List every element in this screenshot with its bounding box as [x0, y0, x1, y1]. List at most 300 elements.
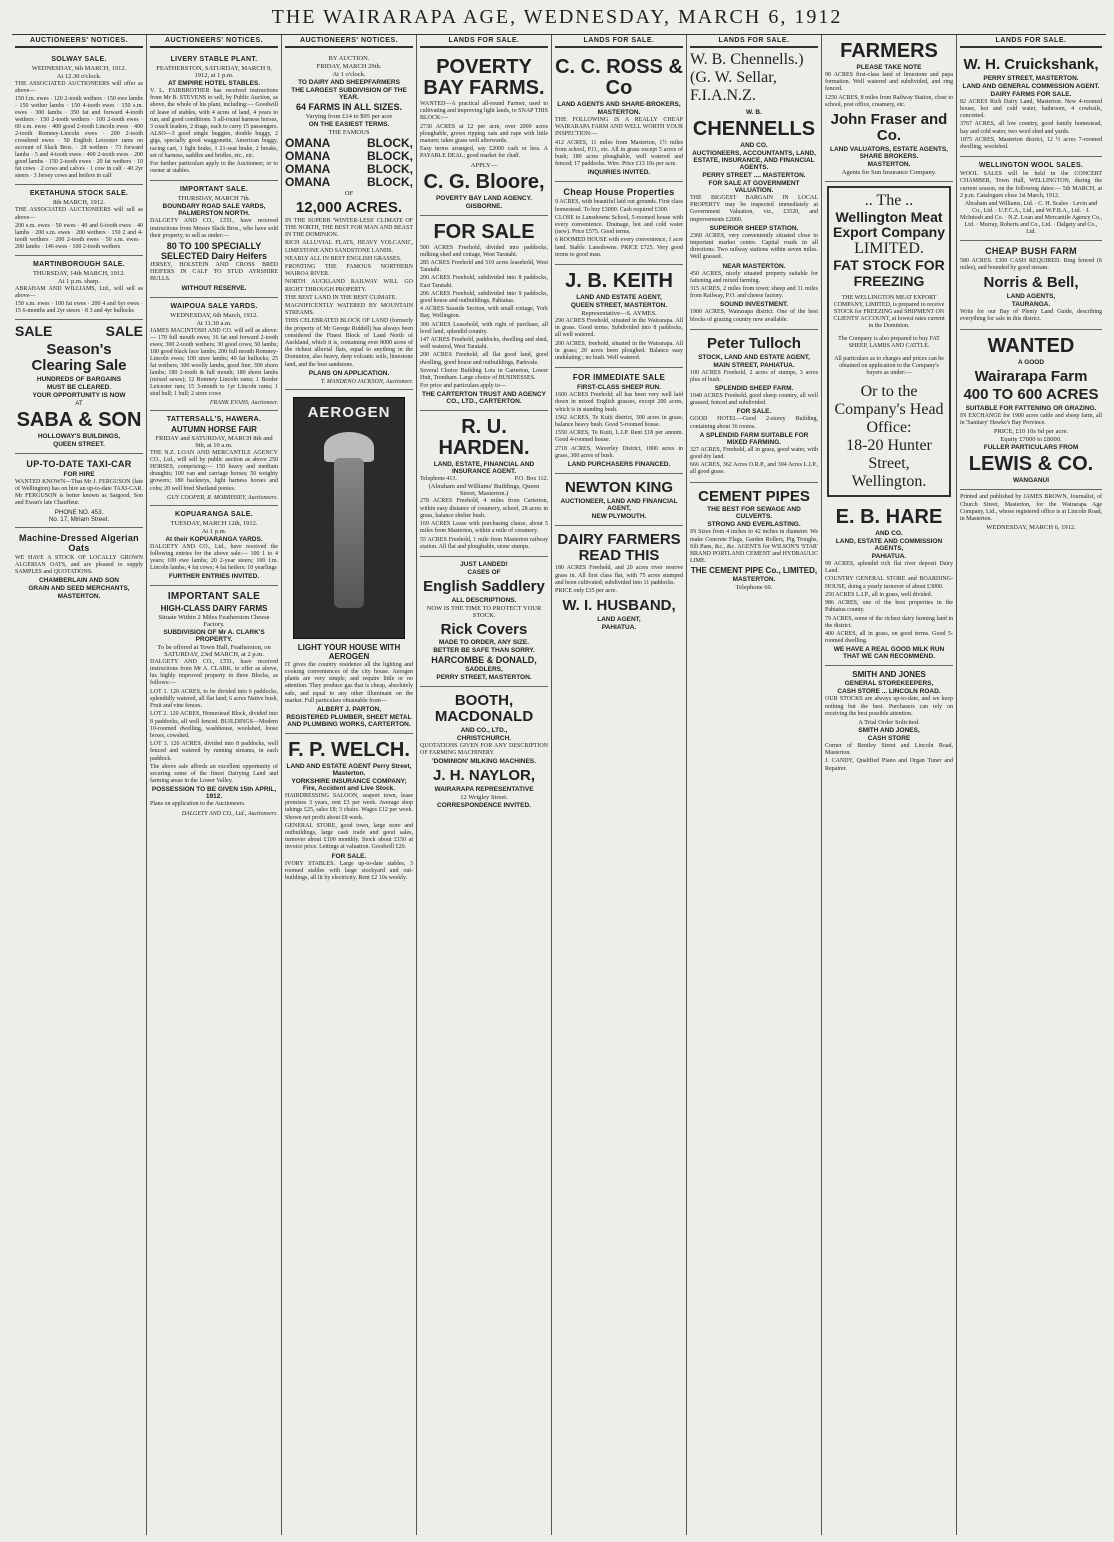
block-word: BLOCK,: [367, 162, 413, 176]
listing: 300 ACRES Leasehold, with right of purchase, all level land, splendid country.: [420, 321, 548, 335]
ad-body: DALGETY AND CO., Ltd., have received the following entries for the above sale:— 100 1 to 4 years; 100 ewe lambs; 20 2-year steers; 100 f.m. Lincoln lambs; 4 fat cows; 4 fat heifers; 10 yearlings: [150, 543, 278, 571]
ad-title: IMPORTANT SALE: [167, 590, 261, 602]
ad-sub: AUCTIONEER, LAND AND FINANCIAL AGENT,: [560, 497, 678, 512]
ad-firm: HARCOMBE & DONALD,: [431, 655, 537, 666]
ad-headline: Rick Covers: [440, 620, 528, 638]
omana-auction-ad: [285, 51, 413, 390]
listing: THE BIGGEST BARGAIN IN LOCAL PROPERTY may be inspected immediately at Government Valuation, viz., £3520, and improvements £2000.: [690, 195, 818, 223]
block-word: BLOCK,: [367, 136, 413, 150]
ad-title: IMPORTANT SALE.: [179, 186, 249, 194]
ad-to: TO DAIRY AND SHEEPFARMERS: [298, 79, 400, 86]
listing: 9 ACRES, with beautiful laid out grounds. First class homestead. To buy £3000. Cash required £300.: [555, 199, 683, 213]
ad-apply: APPLY—: [470, 161, 498, 169]
ad-sub: STOCK, LAND AND ESTATE AGENT,: [698, 353, 810, 361]
hare-ad: [825, 501, 953, 666]
ad-sub: LAND AGENTS,: [1006, 293, 1056, 301]
wool-sales-ad: [960, 157, 1102, 241]
ad-sub: AUTUMN HORSE FAIR: [171, 424, 257, 434]
listing: 169 ACRES Lease with purchasing clause, about 5 miles from Masterton, within a mile of creamery.: [420, 521, 548, 535]
ad-sub: LAND AND GENERAL COMMISSION AGENT.: [962, 82, 1100, 90]
ad-body: IVORY STABLES. Large up-to-date stables, 3 roomed stables with large stockyard and out-buildings, all lit by electricity. Rent £2 10s weekly.: [285, 860, 413, 882]
ad-body: The above sale affords an excellent opportunity of securing some of the finest Dairying Land and farming areas in the Lower Valley.: [150, 763, 278, 785]
listing: 1250 ACRES, 8 miles from Railway Station, close to school, post office, creamery, etc.: [825, 94, 953, 108]
ad-sub: SOUND INVESTMENT.: [719, 301, 789, 309]
ad-sub: BETTER BE SAFE THAN SORRY.: [433, 647, 535, 655]
ad-body: NEARLY ALL IN BEST ENGLISH GRASSES.: [285, 255, 402, 262]
important-sale-ad: [150, 181, 278, 297]
ad-big: 80 TO 100 SPECIALLY SELECTED Dairy Heifers: [160, 241, 268, 262]
livery-ad: [150, 51, 278, 181]
listing: 450 ACRES, nicely situated property suitable for fattening and mixed farming.: [690, 270, 818, 284]
ad-firm: Norris & Bell,: [983, 274, 1079, 292]
column-header: LANDS FOR SALE.: [420, 35, 548, 48]
ad-sub: NEAR MASTERTON.: [722, 262, 786, 270]
newspaper-columns: [12, 34, 1106, 1535]
column-header: AUCTIONEERS' NOTICES.: [285, 35, 413, 48]
ad-body: THE N.Z. LOAN AND MERCANTILE AGENCY CO., Ltd., will sell by public auction as above 250 HORSES, comprising:— 150 heavy and medium draughts; 100 van and carriage horses; 50 weighty growers; 180 hackneys, light harness horses and cobs; 20 well bred Shetland ponies.: [150, 449, 278, 492]
ad-town: MASTERTON.: [732, 576, 776, 584]
listing: 315 ACRES, 2 miles from town; sheep and 11 miles from Railway, P.O. and cheese factory.: [690, 286, 818, 300]
ad-body: Write for our Bay of Plenty Land Guide, describing everything for sale in this district.: [960, 309, 1102, 323]
listing: 1562 ACRES, Te Kuiti district, 300 acres in grass; balance heavy bush. Good 5-roomed house.: [555, 414, 683, 429]
ad-firm: J. B. KEITH: [565, 270, 673, 293]
ad-lot: LOT 3. 120 ACRES, divided into 8 paddocks, well fenced and watered by running streams, in each paddock.: [150, 741, 278, 762]
listing: 580 ACRES. £300 CASH REQUIRED. Ring fenced (6 miles), and bounded by good stream.: [960, 257, 1102, 272]
listing: 200 ACRES Freehold, all flat good land, good dwelling, good house and outbuildings, Parkvale.: [420, 352, 548, 366]
column-header: LANDS FOR SALE.: [555, 35, 683, 48]
ad-town: CHRISTCHURCH.: [456, 734, 512, 742]
listing: 206 ACRES Freehold, subdivided into 9 paddocks, good house and outbuildings, Pahiatua.: [420, 290, 548, 305]
ad-trial: A Trial Order Solicited.: [858, 718, 920, 726]
listing: 278 ACRES Freehold, 4 miles from Carterton, within easy distance of creamery, school, 28 acres in grass, balance shelter bush.: [420, 498, 548, 519]
listing: 6 ROOMED HOUSE with every convenience, 1 acre land. Stable. Lansdowne. PRICE £725. Very good terms to good man.: [555, 237, 683, 258]
ad-address: Corner of Bentley Street and Lincoln Road, Masterton.: [825, 742, 953, 757]
ad-firm: F. P. WELCH.: [288, 739, 410, 762]
ad-body: 2730 ACRES at £2 per acre, over 2000 acres ploughable, grows ripping oats and rape with little manure; takes grass well afterwards.: [420, 123, 548, 145]
column-header: AUCTIONEERS' NOTICES.: [150, 35, 278, 48]
ad-body: IN Sizes from 4 inches to 42 inches in diameter. We make Concrete Flags, Garden Rollers, Pig Troughs, Silt Pans, &c., &c. AGENTS for WILSON'S 'STAR' BRAND PORTLAND CEMENT and HYDRAULIC LIME.: [690, 529, 818, 565]
ad-date: FEATHERSTON, SATURDAY, MARCH 9, 1912, at 1 p.m.: [156, 65, 272, 79]
ad-of: OF: [344, 190, 354, 197]
listing: GOOD HOTEL—Good 2-storey Building, containing about 16 rooms.: [690, 416, 818, 430]
cement-pipes-ad: [690, 483, 818, 597]
ad-equity: Equity £7000 to £8000.: [1000, 436, 1062, 444]
lamp-stand-icon: [334, 458, 364, 608]
ad-sub: LAND AGENTS AND SHARE-BROKERS,: [557, 101, 681, 108]
ad-trade: SADDLERS,: [465, 666, 503, 674]
ad-date: 8th MARCH, 1912.: [53, 199, 105, 207]
listing: 1875 ACRES, Masterton district, 12 ½ acres 7-roomed dwelling, woolshed.: [960, 136, 1102, 150]
ad-sub: AND CO., LTD.,: [460, 726, 508, 734]
ad-lots: 150 s.m. ewes · 100 fat ewes · 200 4 and 6yr ewes · 15 6-months and 2yr steers · 8 3 and 4yr bullocks: [15, 301, 143, 315]
ad-lead: ABRAHAM AND WILLIAMS, Ltd., will sell as above—: [15, 285, 143, 300]
ad-body: IN EXCHANGE for 1900 acres cattle and sheep farm, all in 'Sanitary' Hawke's Bay Province.: [960, 413, 1102, 427]
ad-head: JUST LANDED!: [460, 560, 508, 568]
ad-title: WAIPOUA SALE YARDS.: [170, 302, 258, 310]
listing: 3767 ACRES, all low country, good family homestead, hay and cold water, two wool shed and yards.: [960, 121, 1102, 135]
listing: 100 ACRES Freehold, 2 acres of stumps, 3 acres plus of bush.: [690, 369, 818, 383]
ad-price: PRICE only £35 per acre.: [555, 587, 617, 594]
ad-date: FRIDAY, MARCH 29th.: [316, 63, 382, 70]
listing: 180 ACRES Freehold, and 20 acres river reserve grass in. All first class flat, with 75 acres stumped and been cultivated; subdivided into 11 paddocks.: [555, 565, 683, 586]
ad-famous: THE FAMOUS: [328, 129, 370, 136]
ad-town: MASTERTON.: [57, 593, 101, 601]
ad-headline: FOR SALE: [433, 220, 535, 243]
ad-tag: POSSESSION TO BE GIVEN 15th APRIL, 1912.: [151, 786, 277, 801]
ad-body: THIS CELEBRATED BLOCK OF LAND (formerly the property of Mr George Riddell) has always been considered the Finest Block of Land North of Auckland, which it is, containing over 8000 acres of the richest alluvial flats, equal to anything in the Dominion, also heavy, deep volcanic soils, limestone land, and the best sandstone.: [285, 318, 413, 368]
ad-range: 400 TO 600 ACRES: [963, 386, 1099, 404]
ad-tag: MUST BE CLEARED.: [46, 383, 112, 391]
keith-ad: [555, 265, 683, 368]
ad-note: For further particulars apply to the Auctioneer, or to owner at stables.: [150, 161, 278, 175]
ad-tag: LAND PURCHASERS FINANCED.: [567, 461, 671, 469]
ad-sub: FOR SALE.: [736, 408, 772, 416]
ad-time: At 1 o'clock.: [332, 71, 366, 78]
ad-headline: FAT STOCK FOR FREEZING: [833, 257, 945, 289]
ad-body: V. L. FAIRBROTHER has received instructions from Mr B. STEVENS to sell, by Public Auction, as above, the whole of his plant, including:— Goodwill of lease of stables, with 4 acres of land, 4 years to run, and good conditions. 5 all-round harness horses, 3 coach leaders, 2 drags, each to carry 15 passengers. ALSO—3 good single buggies, double buggy, 2 gigs, specially good waggonette, American buggy, racing cart, 1 light brake, 1 21-seat brake, 2 breaks, set of harness, saddles and bridles, etc., etc.: [150, 88, 278, 159]
listing: 147 ACRES Freehold, paddocks, dwelling and shed, well watered, West Taratahi.: [420, 337, 548, 351]
ad-headline: WANTED: [987, 334, 1075, 357]
listing: 200 ACRES Freehold, subdivided into 8 paddocks, East Taratahi.: [420, 275, 548, 289]
listing: 55 ACRES Freehold, 1 mile from Masterton railway station. All flat and ploughable, stone stumps.: [420, 536, 548, 550]
ad-sub: SUBDIVISION OF Mr A. CLARK'S PROPERTY.: [163, 628, 265, 643]
ad-sub: YORKSHIRE INSURANCE COMPANY; Fire, Accident and Live Stock.: [291, 778, 407, 793]
ad-sub: MADE TO ORDER, ANY SIZE.: [438, 639, 530, 647]
listing: 1600 ACRES Freehold; all has been very well laid down in mixed English grasses, except 200 acres, which is in standing bush.: [555, 392, 683, 413]
ad-address: MAIN STREET, PAHIATUA.: [713, 361, 795, 369]
ad-place: AT EMPIRE HOTEL STABLES.: [167, 80, 261, 87]
ad-sub: FIRST-CLASS SHEEP RUN.: [576, 384, 662, 392]
ad-firm: SMITH AND JONES: [852, 670, 926, 680]
column-3: [282, 35, 417, 1535]
ad-body: QUOTATIONS GIVEN FOR ANY DESCRIPTION OF FARMING MACHINERY.: [420, 742, 548, 757]
listing: 500 ACRES Freehold, divided into paddocks, milking shed and cottage, West Taratahi.: [420, 244, 548, 258]
ad-title: MARTINBOROUGH SALE.: [32, 260, 126, 268]
ad-sub: 'DOMINION' MILKING MACHINES.: [432, 758, 536, 766]
ad-tag: WITHOUT RESERVE.: [181, 284, 247, 292]
ad-signature: FRANK EVANS, Auctioneer.: [209, 399, 278, 406]
ad-sub: CASES OF: [467, 568, 501, 576]
ad-title: KOPUARANGA SALE.: [174, 510, 254, 518]
ad-town: WANGANUI: [1012, 477, 1050, 485]
listing: 986 ACRES, one of the best properties in the Pahiatua county.: [825, 600, 953, 614]
ad-co: AND CO.: [740, 142, 768, 149]
ad-date: THURSDAY, 14th MARCH, 1912.: [32, 269, 126, 277]
cheap-house-ad: [555, 182, 683, 265]
ad-body: IN THE SUPERB 'WINTER-LESS' CLIMATE OF THE NORTH, THE BEST FOR MAN AND BEAST IN THE DOMINION.: [285, 217, 413, 239]
ad-price: PRICE, £10 10s 6d per acre.: [993, 428, 1069, 436]
sale-left: SALE: [15, 323, 53, 340]
ad-address: (Abraham and Williams' Buildings, Queen Street, Masterton.): [428, 483, 540, 498]
ad-sub: LAND, ESTATE AND COMMISSION AGENTS,: [835, 538, 943, 553]
ad-town: PAHIATUA.: [871, 553, 907, 561]
ad-varying: Varying from £14 to $95 per acre: [305, 113, 393, 120]
ad-tag: YOUR OPPORTUNITY IS NOW: [32, 391, 126, 399]
ad-body: FRONTING THE FAMOUS NORTHERN WAIROA RIVER.: [285, 263, 413, 278]
ad-body: OUR STOCKS are always up-to-date, and we keep nothing but the best. Purchasers can rely on receiving the best possible attention.: [825, 696, 953, 717]
ad-town: MASTERTON.: [597, 109, 641, 116]
ad-body: J. CANDY, Qualified Piano and Organ Tuner and Repairer.: [825, 758, 953, 772]
ad-place: At their KOPUARANGA YARDS.: [165, 535, 263, 543]
ad-headline: POVERTY BAY FARMS.: [423, 56, 545, 99]
listing: 2360 ACRES, very conveniently situated close to important market centre. Capital roads in all directions. Two railway stations within seven miles. Well grassed.: [690, 232, 818, 261]
listing: 2718 ACRES, Waverley District, 1800 acres in grass, 300 acres of bush.: [555, 445, 683, 459]
block-word: BLOCK,: [367, 149, 413, 163]
ad-address: HOLLOWAY'S BUILDINGS,: [37, 432, 121, 440]
ad-firm: SABA & SON: [16, 408, 142, 431]
ad-title: UP-TO-DATE TAXI-CAR: [26, 458, 132, 469]
ad-town: PAHIATUA.: [601, 623, 637, 631]
ad-firm: NEWTON KING: [564, 479, 674, 497]
wanted-ad: [960, 330, 1102, 491]
partners-line: W. B. Chennells.) (G. W. Sellar, F.I.A.N.Z.: [690, 51, 804, 104]
aerogen-lamp-illustration: [293, 397, 405, 639]
ad-sub: SUITABLE FOR FATTENING OR GRAZING.: [965, 405, 1097, 413]
listing: 250 ACRES L.I.P., all in grass, well divided.: [825, 591, 933, 598]
ad-firm: W. H. Cruickshank,: [963, 56, 1099, 73]
ad-body: JERSEY, HOLSTEIN AND CROSS BRED HEIFERS IN CALF TO STUD AYRSHIRE BULLS.: [150, 262, 278, 283]
sale-right: SALE: [105, 323, 143, 340]
ad-place: BOUNDARY ROAD SALE YARDS, PALMERSTON NORTH.: [162, 203, 266, 218]
ad-title: EKETAHUNA STOCK SALE.: [29, 190, 129, 198]
listing: 200 ACRES, freehold, situated in the Wairarapa. All in grass; 20 acres been ploughed. Balance easy undulating ; no bush. Well watered.: [555, 340, 683, 362]
ad-body: THE BEST LAND IN THE BEST CLIMATE.: [285, 294, 397, 301]
ad-telephone: Telephone 413.: [420, 476, 457, 483]
ad-situation: Situate Within 2 Miles Featherston Cheese Factory.: [158, 613, 270, 628]
dairy-farms-sale-ad: [150, 586, 278, 821]
ad-title: FOR IMMEDIATE SALE: [572, 373, 666, 383]
ad-address: CASH STORE ... LINCOLN ROAD.: [837, 688, 941, 696]
listing: 290 ACRES Freehold, situated in the Wairarapa. All in grass. Good terms. Subdivided into 8 paddocks, all well watered.: [555, 318, 683, 339]
ad-headline: DAIRY FARMERS READ THIS: [557, 530, 681, 564]
ad-lead: THE ASSOCIATED AUCTIONEERS will sell as above—: [15, 207, 143, 221]
column-7: [822, 35, 957, 1535]
chennells-ad: [690, 105, 818, 330]
ad-pobox: P.O. Box 112.: [514, 476, 548, 483]
ad-by: BY AUCTION.: [328, 55, 370, 62]
aerogen-logo: AEROGEN: [307, 403, 391, 421]
welch-ad: [285, 734, 413, 887]
saba-son-ad: [15, 320, 143, 454]
ad-agent: J. H. NAYLOR,: [433, 767, 535, 785]
ad-agents: Agents for Sun Insurance Company.: [841, 168, 937, 176]
ad-body: The Company is also prepared to buy FAT SHEEP, LAMBS AND CATTLE.: [838, 336, 940, 350]
dairy-farmers-ad: [555, 526, 683, 636]
ad-signature: T. MANDENO JACKSON, Auctioneer.: [320, 378, 413, 385]
ad-date: WEDNESDAY, 6th March, 1912.: [170, 311, 258, 319]
ad-firm: LEWIS & CO.: [968, 453, 1094, 476]
ad-body: WOOL SALES will be held in the CONCERT CHAMBER, Town Hall, WELLINGTON, during the current season, on the following dates:— 5th MARCH, at 2 p.m. Catalogues close 1st March, 1912.: [960, 171, 1102, 199]
ad-firm: THE CARTERTON TRUST AND AGENCY CO., LTD., CARTERTON.: [422, 391, 546, 406]
ad-address: No. 17, Miriam Street.: [48, 515, 110, 523]
listing: 1550 ACRES, Te Kuiti, L.I.P. Rent £18 per annum. Good 4-roomed house.: [555, 430, 683, 444]
ad-firm: E. B. HARE: [835, 506, 943, 529]
ad-headline: Season's Clearing Sale: [31, 341, 127, 374]
meat-export-ad: [827, 186, 951, 498]
ad-date: TUESDAY, MARCH 12th, 1912.: [170, 519, 258, 527]
ad-co: AND CO.: [875, 530, 903, 538]
ad-lead: THE FOLLOWING IS A REALLY CHEAP WAIRARAPA FARM AND WELL WORTH YOUR INSPECTION:—: [555, 117, 683, 138]
omana-block-row: [285, 176, 413, 189]
ad-big: 64 FARMS IN ALL SIZES.: [295, 102, 403, 112]
ad-title: TATTERSALL'S, HAWERA.: [166, 415, 262, 423]
ad-signature: GUY COOPER, R. MORRISSEY, Auctioneers.: [167, 494, 278, 501]
column-header: LANDS FOR SALE.: [690, 35, 818, 48]
ad-firm: CHAMBERLAIN AND SON: [39, 577, 119, 585]
smith-jones-ad: [825, 666, 953, 777]
ad-title: CHEAP BUSH FARM: [985, 245, 1077, 256]
ad-body: JAMES MACINTOSH AND CO. will sell as above:— 170 full mouth ewes; 16 fat and forward 2-tooth ewes; 300 2-tooth wethers; 30 good cows; 50 lambs; 180 good black face lambs; 200 full mouth Romney-Lincoln ewes; 100 store lambs; 40 fat bullocks; 25 fat wethers; 300 woolly lambs, good line; 300 shorn lambs; 180 2-tooth & full mouth; 180 shorn lambs (mixed sexes); 12 Romney Lincoln rams; 1 Border Leicester ram; 15 3-month to 1yr Lincoln rams; 1 stud bull; 1 bull; 2 store cows: [150, 327, 278, 397]
ad-tag: HUNDREDS OF BARGAINS: [36, 375, 122, 383]
column-4: [417, 35, 552, 1535]
ad-time: At 1 p.m.: [201, 527, 227, 535]
fraser-ad: [825, 35, 953, 182]
bush-farm-ad: [960, 241, 1102, 330]
ad-tag: WE HAVE A REAL GOOD MILK RUN THAT WE CAN RECOMMEND.: [833, 646, 945, 661]
ad-sub: PLEASE TAKE NOTE: [856, 64, 922, 71]
ad-body: IT gives the country residence all the lighting and cooking conveniences of the city house. Aerogen plants are very simple, and require little or no attention. They produce gas that is cheap, absolutely safe, and equal to any other illuminant on the market. Full particulars obtainable from—: [285, 661, 413, 704]
ad-lead: THE ASSOCIATED AUCTIONEERS will offer as above—: [15, 81, 143, 95]
column-5: [552, 35, 687, 1535]
listing: 99 ACRES, splendid rich flat river deposit Dairy Land.: [825, 561, 953, 575]
ad-signature: SMITH AND JONES,: [858, 726, 920, 734]
ad-date: THURSDAY, MARCH 7th.: [177, 195, 251, 203]
newton-king-ad: [555, 474, 683, 526]
ad-tag: INQUIRIES INVITED.: [587, 169, 651, 177]
ad-sub: ALL DESCRIPTIONS.: [451, 596, 517, 604]
ad-cash: CASH STORE: [867, 734, 911, 742]
ad-telephone: Telephone 60.: [735, 584, 773, 592]
listing: 90 ACRES first-class land of limestone and papa formation. Well watered and subdivided, and ring fenced.: [825, 72, 953, 93]
listing: 79 ACRES, some of the richest dairy farming land in the district.: [825, 615, 953, 629]
ad-address: 12 Wrigley Street.: [460, 794, 508, 802]
listing: 1040 ACRES Freehold, good sheep country, all well grassed, fenced and subdivided.: [690, 393, 818, 407]
ad-sub: FULLER PARTICULARS FROM: [983, 444, 1079, 452]
listing: 666 ACRES, 362 Acres O.R.P., and 304 Acres L.I.P., all good grass.: [690, 462, 818, 476]
listing: 327 ACRES, Freehold, all in grass, good water, with good dry land.: [690, 446, 818, 461]
listing: 1900 ACRES, Wairarapa district. One of the best blocks of grazing country now available.: [690, 309, 818, 323]
ad-body: WANTED—A practical all-round Farmer, used to cultivating and improving light lands, to SNAP THIS BLOCK:—: [420, 101, 548, 122]
ad-town: MASTERTON.: [867, 160, 911, 168]
ad-trade: GRAIN AND SEED MERCHANTS,: [28, 585, 130, 593]
ad-phone: PHONE NO. 453.: [54, 508, 104, 516]
omana-word: OMANA: [285, 162, 331, 176]
ad-address: QUEEN STREET, MASTERTON.: [570, 302, 668, 310]
harden-ad: [420, 411, 548, 556]
ad-lots: 200 s.m. ewes · 50 ewes · 40 and 6-tooth ewes · 40 lambs · 200 s.m. ewes · 200 wethers · 150 2 and 4-tooth wethers · 200 2-tooth ewes · 50 s.m. ewes · 200 lambs · 146 ewes · 100 2-tooth wethers: [15, 222, 143, 250]
carterton-for-sale-ad: [420, 216, 548, 412]
ad-sub: POVERTY BAY LAND AGENCY.: [435, 194, 533, 202]
ad-body: WANTED KNOWN—That Mr J. FERGUSON (late of Wellington) has on hire an up-to-date TAXI-CAR. Mr FERGUSON is better known as Sargood, Son and Ewan's late Chauffeur.: [15, 478, 143, 507]
immediate-sale-ad: [555, 368, 683, 474]
ad-firm: Peter Tulloch: [707, 334, 801, 352]
ad-address: PERRY STREET, MASTERTON.: [436, 674, 532, 682]
ad-plans: PLANS ON APPLICATION.: [308, 369, 390, 377]
ad-title: SOLWAY SALE.: [51, 56, 107, 63]
column-header: AUCTIONEERS' NOTICES.: [15, 35, 143, 48]
cruickshank-ad: [960, 51, 1102, 157]
martinborough-sale-ad: [15, 256, 143, 320]
ad-town: NEW PLYMOUTH.: [591, 512, 647, 520]
ad-largest: THE LARGEST SUBDIVISION OF THE YEAR.: [291, 87, 407, 101]
ad-title: Cheap House Properties: [563, 187, 675, 198]
ad-agent-detail: REGISTERED PLUMBER, SHEET METAL AND PLUMBING WORKS, CARTERTON.: [286, 714, 412, 729]
ad-firm: CHENNELLS: [692, 118, 816, 140]
column-header: LANDS FOR SALE.: [960, 35, 1102, 48]
ad-the: .. The ..: [864, 191, 914, 209]
ad-headline: Wairarapa Farm: [974, 367, 1088, 385]
ad-headline: English Saddlery: [423, 577, 545, 595]
ross-ad: [555, 51, 683, 182]
ad-terms: ON THE EASIEST TERMS.: [308, 121, 390, 128]
booth-macdonald-ad: [420, 687, 548, 814]
ad-firm: John Fraser and Co.: [830, 111, 948, 144]
ad-lots: 150 f.m. ewes · 120 2-tooth wethers · 150 ewe lambs · 150 wether lambs · 150 4-tooth ewes · 150 s.m. ewes · 300 lambs · 350 fat and forward 4-tooth wethers · 150 2-tooth wethers · 100 2-tooth ewes · 60 s.m. ewes · 400 good 2-tooth Lincoln ewes · 400 2-tooth Romney-Lincoln ewes · 200 2-tooth crossbred ewes · 50 English Leicester rams on account of Slack Bros. · 28 wethers · 73 forward lambs · 5 and 4-tooth ewes · 400 2-tooth ewes · 200 good lambs · 150 2-tooth ewes · 20 fat wethers · 10 fat cows · 2 cows and calves · 1 cow in calf · 40 2yr steers · 3 Jersey cows and heifers in calf: [15, 96, 143, 180]
ad-sub: LAND, ESTATE, FINANCIAL AND INSURANCE AGENT.: [433, 461, 535, 476]
ad-town: GISBORNE.: [465, 202, 503, 210]
kopuaranga-ad: [150, 506, 278, 586]
ad-headline: CEMENT PIPES: [698, 487, 810, 505]
listing: COUNTRY GENERAL STORE and BOARDING-HOUSE, doing a yearly turnover of about £3000.: [825, 576, 953, 590]
ad-body: HAIRDRESSING SALOON, seaport town, lease premises 3 years, rent £3 per week. Average shop takings £25, sales £8; 3 chairs. Wages £12 per week. Shown net profit about £8 week.: [285, 793, 413, 821]
omana-word: OMANA: [285, 136, 331, 150]
ad-corr: CORRESPONDENCE INVITED.: [437, 802, 531, 810]
ad-sub: AUCTIONEERS, ACCOUNTANTS, LAND, ESTATE, INSURANCE, AND FINANCIAL AGENTS.: [692, 150, 816, 171]
ad-agent: ALBERT J. PARTON,: [316, 706, 382, 714]
ad-agent: C. G. Bloore,: [423, 170, 545, 193]
ad-office: Or to the Company's Head Office:: [834, 383, 944, 437]
aerogen-ad: [285, 390, 413, 734]
ad-body: GENERAL STORE, good town, large store and outbuildings, large cash trade and good sales, turnover about £100 monthly. Stock about £150 at invoice price. Lettings at valuation. Goodwill £20.: [285, 822, 413, 851]
ad-date: FRIDAY and SATURDAY, MARCH 8th and 9th, at 10 a.m.: [155, 434, 273, 449]
tulloch-ad: [690, 330, 818, 483]
ad-sub: SPLENDID SHEEP FARM.: [714, 385, 794, 392]
ad-body: RICH ALLUVIAL FLATS, HEAVY VOLCANIC, LIMESTONE AND SANDSTONE LANDS.: [285, 240, 413, 254]
ad-initials: W. B.: [746, 109, 762, 116]
ad-sub: STRONG AND EVERLASTING.: [707, 521, 801, 529]
ad-date: To be offered at Town Hall, Featherston, on SATURDAY, 23rd MARCH, at 2 p.m.: [157, 643, 271, 658]
column-8: [957, 35, 1105, 1535]
column-6: [687, 35, 822, 1535]
tattersall-ad: [150, 411, 278, 506]
listing: 4 ACRES Seaside Section, with small cottage, York Bay, Wellington.: [420, 306, 548, 320]
ad-apply: For price and particulars apply to—: [420, 383, 506, 390]
listing: 285 ACRES Freehold and 510 acres leasehold, West Taratahi.: [420, 260, 548, 274]
solway-sale-ad: [15, 51, 143, 185]
ad-address: PERRY STREET, MASTERTON.: [983, 74, 1079, 82]
ad-headline: LIGHT YOUR HOUSE WITH AEROGEN: [297, 642, 401, 661]
ad-firm: R. U. HARDEN.: [438, 416, 530, 460]
eketahuna-sale-ad: [15, 185, 143, 255]
column-1: [12, 35, 147, 1535]
ad-now: NOW IS THE TIME TO PROTECT YOUR STOCK.: [426, 604, 542, 619]
oats-ad: [15, 528, 143, 606]
ad-signature: DALGETY AND CO., Ltd., Auctioneers.: [181, 810, 278, 817]
imprint: [960, 490, 1102, 536]
omana-word: OMANA: [285, 149, 331, 163]
ad-title: WELLINGTON WOOL SALES.: [978, 162, 1084, 170]
ad-terms: Easy terms arranged, say £2000 cash or less. A PAYABLE DEAL; good market for chaff.: [420, 146, 548, 160]
ad-sub: LAND AND ESTATE AGENT Perry Street, Masterton.: [286, 763, 412, 778]
column-2: [147, 35, 282, 1535]
ad-rep: Representative—S. AYMES.: [581, 310, 657, 318]
imprint-date: WEDNESDAY, MARCH 6, 1912.: [986, 524, 1076, 532]
ad-sub: HIGH-CLASS DAIRY FARMS: [160, 603, 268, 613]
ad-title: Machine-Dressed Algerian Oats: [19, 532, 139, 553]
ad-address: 18-20 Hunter Street, Wellington.: [846, 437, 932, 491]
ad-firm: Wellington Meat Export Company: [832, 208, 945, 240]
saddlery-ad: [420, 557, 548, 688]
